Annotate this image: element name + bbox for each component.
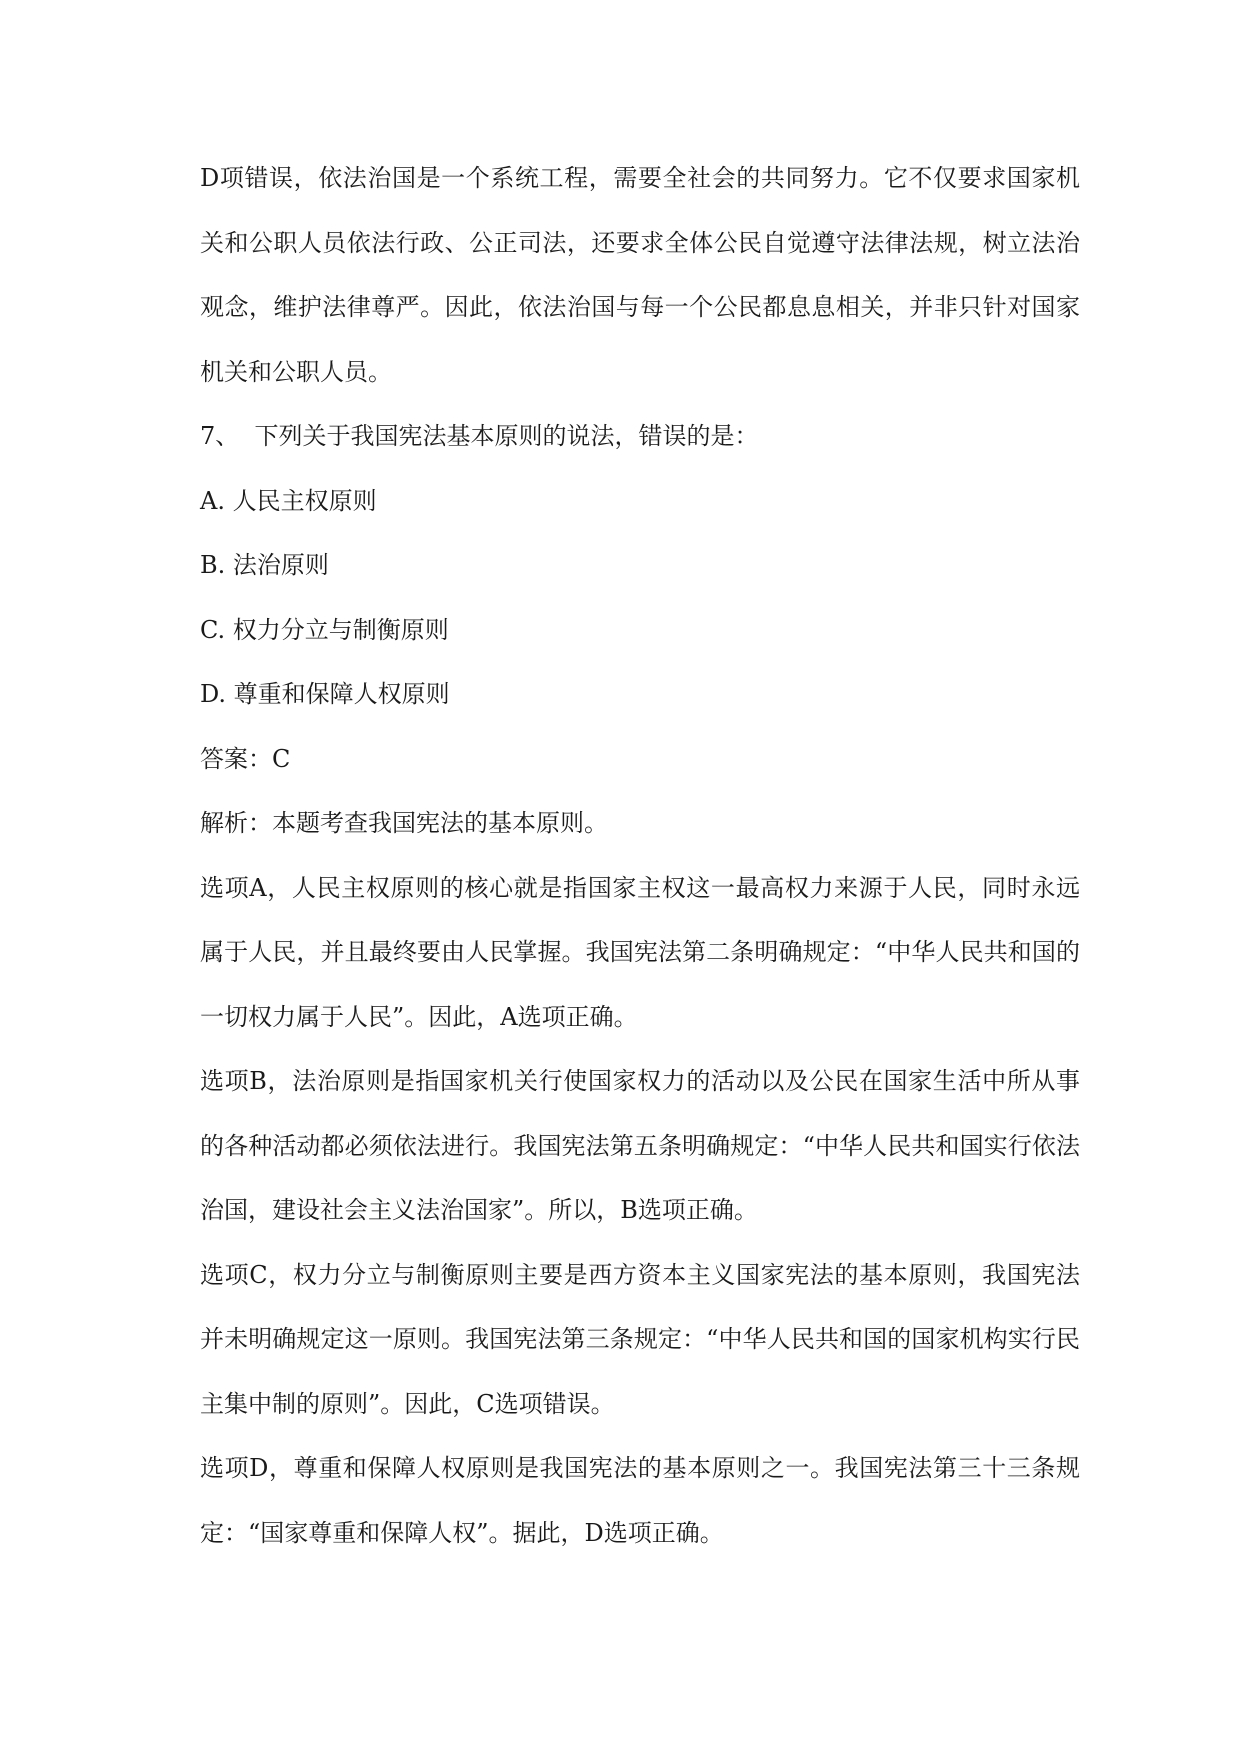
option-text: 尊重和保障人权原则 [233, 680, 450, 708]
continuation-paragraph: D项错误，依法治国是一个系统工程，需要全社会的共同努力。它不仅要求国家机关和公职人员依法行政、公正司法，还要求全体公民自觉遵守法律法规，树立法治观念，维护法律尊严。因此，依法治国与每一个公民都息息相关，并非只针对国家机关和公职人员。 [200, 164, 1080, 386]
analysis-intro: 本题考查我国宪法的基本原则。 [272, 809, 608, 837]
answer-value: C [272, 744, 291, 773]
analysis-label: 解析： [200, 809, 272, 837]
answer-label: 答案： [200, 744, 272, 773]
question-heading [200, 404, 1080, 469]
question-number: 7、 [200, 422, 240, 450]
option-label: C. [200, 615, 226, 644]
option-c [200, 598, 1080, 663]
option-label: D. [200, 680, 227, 708]
question-stem: 下列关于我国宪法基本原则的说法，错误的是： [254, 422, 759, 450]
option-text: 法治原则 [232, 551, 329, 579]
analysis-option-a: 选项A，人民主权原则的核心就是指国家主权这一最高权力来源于人民，同时永远属于人民，并且最终要由人民掌握。我国宪法第二条明确规定：“中华人民共和国的一切权力属于人民”。因此，A选项正确。 [200, 873, 1080, 1031]
option-b [200, 533, 1080, 598]
option-a [200, 469, 1080, 534]
analysis-option-b: 选项B，法治原则是指国家机关行使国家权力的活动以及公民在国家生活中所从事的各种活动都必须依法进行。我国宪法第五条明确规定：“中华人民共和国实行依法治国，建设社会主义法治国家”。所以，B选项正确。 [200, 1067, 1080, 1224]
analysis-option-c: 选项C，权力分立与制衡原则主要是西方资本主义国家宪法的基本原则，我国宪法并未明确规定这一原则。我国宪法第三条规定：“中华人民共和国的国家机构实行民主集中制的原则”。因此，C选项错误。 [200, 1260, 1080, 1418]
option-text: 权力分立与制衡原则 [232, 615, 449, 644]
option-d [200, 662, 1080, 727]
analysis-option-d: 选项D，尊重和保障人权原则是我国宪法的基本原则之一。我国宪法第三十三条规定：“国家尊重和保障人权”。据此，D选项正确。 [200, 1454, 1080, 1547]
answer-line [200, 727, 1080, 792]
document-body [200, 146, 1080, 1565]
option-text: 人民主权原则 [232, 486, 377, 515]
option-label: A. [200, 486, 225, 515]
option-label: B. [200, 551, 226, 579]
analysis-line [200, 791, 1080, 856]
